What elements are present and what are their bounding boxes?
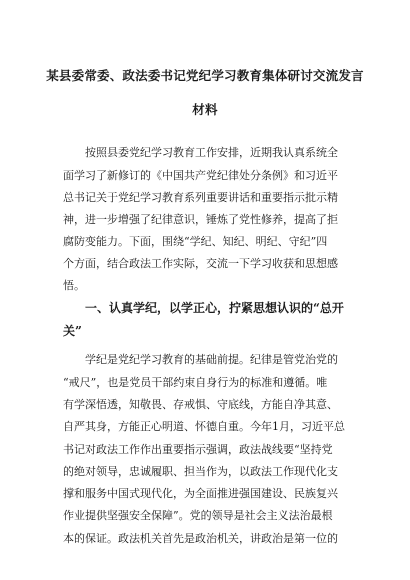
paragraph-line: 本的保证。政法机关首先是政治机关，讲政治是第一位的 (63, 532, 338, 545)
paragraph-line: “戒尺”，也是党员干部约束自身行为的标准和遵循。唯 (63, 376, 328, 389)
paragraph-line: 自严其身，方能正心明道、怀德自重。今年1月，习近平总 (63, 420, 345, 433)
paragraph-line: 总书记关于党纪学习教育系列重要讲话和重要指示批示精 (63, 191, 338, 204)
paragraph-line: 作业提供坚强安全保障”。党的领导是社会主义法治最根 (63, 509, 333, 522)
section-heading-continued: 关” (63, 324, 82, 338)
paragraph-line: 按照县委党纪学习教育工作安排，近期我认真系统全 (85, 146, 338, 159)
paragraph-line: 撑和服务中国式现代化，为全面推进强国建设、民族复兴 (63, 487, 338, 500)
section-heading: 一、认真学纪，以学正心，拧紧思想认识的“总开 (85, 301, 344, 315)
paragraph-line: 神，进一步增强了纪律意识，锤炼了党性修养，提高了拒 (63, 213, 338, 226)
paragraph-line: 学纪是党纪学习教育的基础前提。纪律是管党治党的 (85, 353, 338, 366)
document-title-continued: 材料 (192, 102, 218, 117)
paragraph-line: 腐防变能力。下面，围绕“学纪、知纪、明纪、守纪”四 (63, 235, 328, 248)
paragraph-line: 有学深悟透，知敬畏、存戒惧、守底线，方能自净其意、 (63, 398, 338, 411)
paragraph-line: 个方面，结合政法工作实际，交流一下学习收获和思想感 (63, 257, 338, 270)
paragraph-line: 面学习了新修订的《中国共产党纪律处分条例》和习近平 (63, 169, 338, 182)
document-title: 某县委常委、政法委书记党纪学习教育集体研讨交流发言 (46, 68, 364, 83)
paragraph-line: 书记对政法工作作出重要指示强调，政法战线要“坚持党 (63, 443, 333, 456)
paragraph-line: 悟。 (63, 279, 85, 292)
paragraph-line: 的绝对领导，忠诚履职、担当作为，以政法工作现代化支 (63, 465, 338, 478)
